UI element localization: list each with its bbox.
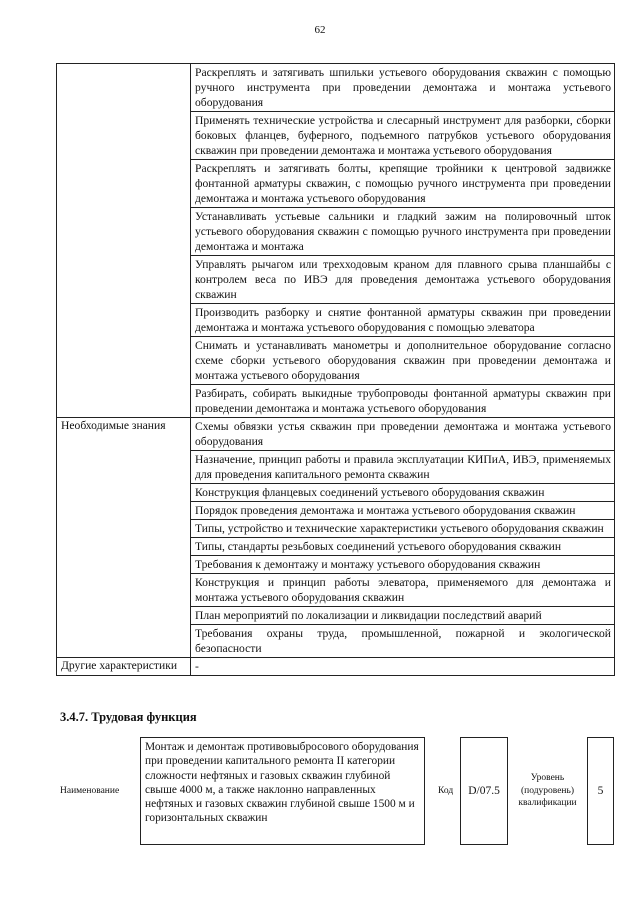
row-content: Конструкция фланцевых соединений устьевого оборудования скважин [191, 484, 615, 502]
row-content: Производить разборку и снятие фонтанной арматуры скважин при проведении демонтажа и монтажа устьевого оборудования с помощью элеватора [191, 304, 615, 337]
code-label: Код [438, 786, 454, 796]
competency-table [56, 63, 615, 676]
code-box: D/07.5 [460, 737, 508, 845]
table-row [57, 64, 615, 112]
competency-table-body [57, 64, 615, 676]
row-content: Управлять рычагом или трехходовым краном для плавного срыва планшайбы с контролем веса по ИВЭ для проведения демонтажа устьевого оборудования скважин [191, 256, 615, 304]
row-content: Конструкция и принцип работы элеватора, применяемого для демонтажа и монтажа устьевого оборудования скважин [191, 574, 615, 607]
row-content: Типы, устройство и технические характеристики устьевого оборудования скважин [191, 520, 615, 538]
row-content: - [191, 658, 615, 676]
row-content: Разбирать, собирать выкидные трубопроводы фонтанной арматуры скважин при проведении демонтажа и монтажа устьевого оборудования [191, 385, 615, 418]
section-heading: 3.4.7. Трудовая функция [60, 710, 197, 724]
qualification-level-box: 5 [587, 737, 614, 845]
row-label [57, 64, 191, 418]
row-label: Необходимые знания [57, 418, 191, 658]
name-label: Наименование [60, 786, 120, 796]
row-label: Другие характеристики [57, 658, 191, 676]
table-row [57, 658, 615, 676]
row-content: Раскреплять и затягивать шпильки устьевого оборудования скважин с помощью ручного инструмента при проведении демонтажа и монтажа устьевого оборудования [191, 64, 615, 112]
row-content: Порядок проведения демонтажа и монтажа устьевого оборудования скважин [191, 502, 615, 520]
row-content: Схемы обвязки устья скважин при проведении демонтажа и монтажа устьевого оборудования [191, 418, 615, 451]
row-content: Типы, стандарты резьбовых соединений устьевого оборудования скважин [191, 538, 615, 556]
qualification-level-label: Уровень (подуровень) квалификации [518, 773, 577, 808]
row-content: Назначение, принцип работы и правила эксплуатации КИПиА, ИВЭ, применяемых для проведения капитального ремонта скважин [191, 451, 615, 484]
table-row [57, 418, 615, 451]
row-content: Применять технические устройства и слесарный инструмент для разборки, сборки боковых фланцев, буферного, подъемного патрубков устьевого оборудования скважин при проведении демонтажа и монтажа устьевого оборудования [191, 112, 615, 160]
row-content: Устанавливать устьевые сальники и гладкий зажим на полировочный шток устьевого оборудования скважин с помощью ручного инструмента при проведении демонтажа и монтажа [191, 208, 615, 256]
page-number: 62 [314, 24, 326, 36]
row-content: Требования охраны труда, промышленной, пожарной и экологической безопасности [191, 625, 615, 658]
function-name-box: Монтаж и демонтаж противовыбросового оборудования при проведении капитального ремонта II категории сложности нефтяных и газовых скважин глубиной свыше 4000 м, а также наклонно направленных нефтяных и газовых скважин глубиной свыше 1500 м и горизонтальных скважин [140, 737, 425, 845]
row-content: Снимать и устанавливать манометры и дополнительное оборудование согласно схеме сборки устьевого оборудования скважин при проведении демонтажа и монтажа устьевого оборудования [191, 337, 615, 385]
labor-function-row [60, 737, 620, 849]
row-content: Раскреплять и затягивать болты, крепящие тройники к центровой задвижке фонтанной арматуры скважин, с помощью ручного инструмента при проведении демонтажа и монтажа устьевого оборудования [191, 160, 615, 208]
row-content: План мероприятий по локализации и ликвидации последствий аварий [191, 607, 615, 625]
row-content: Требования к демонтажу и монтажу устьевого оборудования скважин [191, 556, 615, 574]
